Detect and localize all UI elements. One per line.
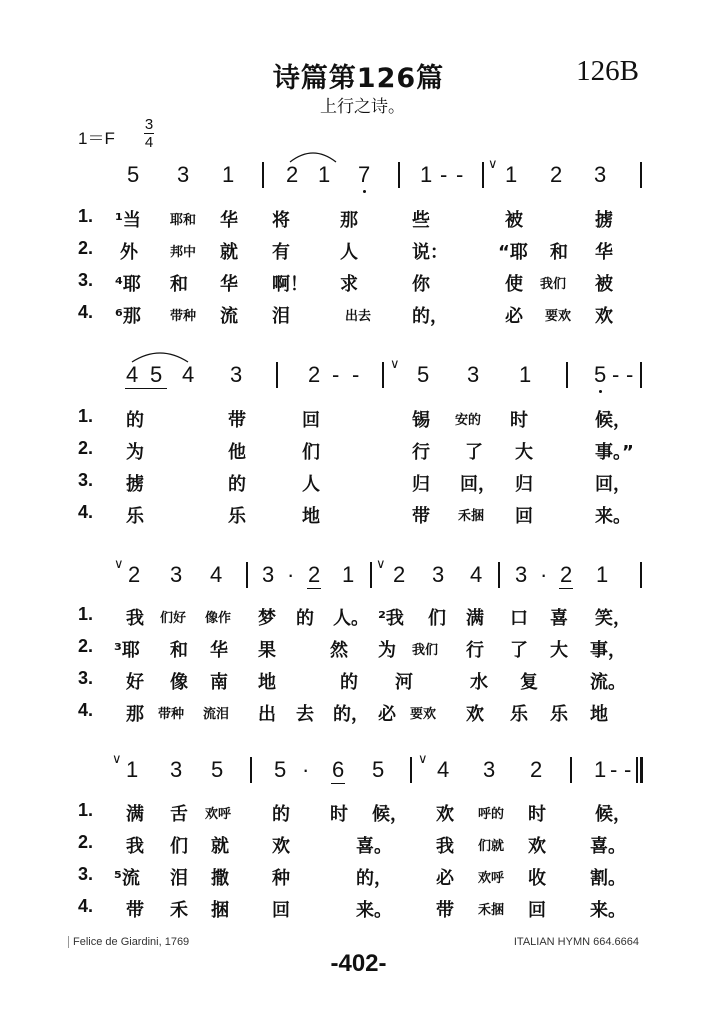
lyric-word: 人 (302, 474, 320, 495)
key-signature: 1＝F (78, 129, 115, 148)
verse-number: 2. (78, 832, 94, 852)
note: 4 (182, 362, 195, 387)
lyric-line-4-2 (0, 832, 717, 862)
low-octave-dot (363, 190, 366, 193)
note: 7 (358, 162, 371, 187)
lyric-word: 我们 (540, 277, 567, 292)
note: 4 (126, 362, 139, 387)
note: 5 (594, 362, 607, 387)
lyric-word: 们 (170, 836, 188, 857)
lyric-word: 欢 (528, 836, 546, 857)
note: 3 (230, 362, 243, 387)
lyric-line-1-2 (0, 238, 717, 268)
lyric-word: 乐 (510, 704, 528, 725)
lyric-word: 我 (126, 608, 144, 629)
lyric-word: ¹当 (115, 210, 141, 231)
verse-number: 4. (78, 502, 94, 522)
note: 3 (177, 162, 190, 187)
lyric-word: 的 (126, 410, 144, 431)
lyric-word: 然 (330, 640, 348, 661)
note: 2 (128, 562, 141, 587)
lyric-word: 河 (395, 672, 413, 693)
barline (250, 757, 252, 783)
lyric-word: 被 (595, 274, 613, 295)
lyric-line-3-2 (0, 636, 717, 666)
verse-number: 3. (78, 668, 94, 688)
lyric-word: 来。 (356, 900, 392, 921)
underline (125, 388, 167, 389)
lyric-word: 好 (126, 672, 144, 693)
lyric-word: 掳 (126, 474, 144, 495)
lyric-word: 禾捆 (458, 509, 485, 524)
note: 2 (286, 162, 299, 187)
lyric-word: 禾 (170, 900, 188, 921)
lyric-word: 的， (356, 868, 392, 889)
lyric-word: 满 (466, 608, 484, 629)
lyric-word: 归 (515, 474, 533, 495)
lyric-word: 为 (126, 442, 144, 463)
note: 3 (594, 162, 607, 187)
verse-number: 3. (78, 270, 94, 290)
lyric-line-2-4 (0, 502, 717, 532)
lyric-word: 禾捆 (478, 903, 505, 918)
lyric-word: 些 (412, 210, 430, 231)
lyric-word: 带种 (170, 309, 197, 324)
lyric-word: 来。 (595, 506, 631, 527)
lyric-word: 收 (528, 868, 546, 889)
lyric-word: 候， (595, 804, 631, 825)
lyric-word: 大 (550, 640, 568, 661)
barline (566, 362, 568, 388)
tune-name: ITALIAN HYMN 664.6664 (513, 936, 639, 948)
lyric-line-1-4 (0, 302, 717, 332)
lyric-word: 像作 (205, 611, 232, 626)
note: 1 (505, 162, 518, 187)
note: 5 (150, 362, 163, 387)
note: 1 (126, 757, 139, 782)
lyric-word: 来。 (590, 900, 626, 921)
breath-mark: ∨ (376, 556, 386, 571)
lyric-word: 就 (220, 242, 238, 263)
lyric-word: 割。 (590, 868, 626, 889)
note: 3 (262, 562, 275, 587)
note: 5 (372, 757, 385, 782)
lyric-word: 邦中 (170, 245, 197, 260)
barline (276, 362, 278, 388)
lyric-word: 求 (340, 274, 358, 295)
note: 2 (393, 562, 406, 587)
barline (570, 757, 572, 783)
note: - (624, 757, 632, 782)
note: 2 (308, 362, 321, 387)
lyric-word: 欢呼 (205, 807, 232, 822)
barline (498, 562, 500, 588)
lyric-word: ⁴耶 (115, 274, 141, 295)
note: 1 (222, 162, 235, 187)
underline (559, 588, 573, 589)
lyric-word: 人 (340, 242, 358, 263)
lyric-line-4-1 (0, 800, 717, 830)
lyric-word: 说： (412, 242, 448, 263)
hymn-number: 126B (576, 55, 639, 87)
barline (482, 162, 484, 188)
lyric-word: 带种 (158, 707, 185, 722)
lyric-line-4-3 (0, 864, 717, 894)
lyric-word: 和 (170, 640, 188, 661)
lyric-line-1-1 (0, 206, 717, 236)
lyric-word: 将 (272, 210, 290, 231)
lyric-word: 的 (340, 672, 358, 693)
lyric-word: 捆 (211, 900, 229, 921)
breath-mark: ∨ (418, 751, 428, 766)
lyric-word: 必 (505, 306, 523, 327)
low-octave-dot (599, 390, 602, 393)
lyric-word: 们就 (478, 839, 505, 854)
note: · (287, 562, 295, 587)
lyric-line-3-3 (0, 668, 717, 698)
note: 2 (560, 562, 573, 587)
lyric-word: 欢 (436, 804, 454, 825)
lyric-line-2-2 (0, 438, 717, 468)
verse-number: 1. (78, 604, 94, 624)
note: 4 (210, 562, 223, 587)
barline (398, 162, 400, 188)
barline (640, 362, 642, 388)
note: · (302, 757, 310, 782)
page-number: -402- (330, 950, 387, 977)
slur (130, 350, 190, 364)
lyric-word: 梦 (258, 608, 276, 629)
note: 3 (170, 757, 183, 782)
lyric-word: 和 (170, 274, 188, 295)
verse-number: 2. (78, 438, 94, 458)
lyric-word: 外 (120, 242, 138, 263)
note: 5 (417, 362, 430, 387)
lyric-word: 们 (428, 608, 446, 629)
lyric-word: 归 (412, 474, 430, 495)
lyric-word: 口 (510, 608, 528, 629)
lyric-word: 地 (258, 672, 276, 693)
lyric-word: 华 (210, 640, 228, 661)
lyric-line-2-1 (0, 406, 717, 436)
lyric-word: 时 (330, 804, 348, 825)
lyric-word: “耶 (498, 242, 528, 263)
lyric-word: 候， (595, 410, 631, 431)
lyric-word: 满 (126, 804, 144, 825)
lyric-line-3-4 (0, 700, 717, 730)
lyric-word: 行 (412, 442, 430, 463)
note: - (352, 362, 360, 387)
lyric-word: 要欢 (410, 707, 437, 722)
lyric-word: 回， (460, 474, 496, 495)
lyric-word: 带 (412, 506, 430, 527)
lyric-word: 耶和 (170, 213, 197, 228)
lyric-word: 啊！ (272, 274, 308, 295)
note: 1 (342, 562, 355, 587)
lyric-word: 事， (590, 640, 626, 661)
lyric-word: ⁵流 (114, 868, 140, 889)
lyric-word: 回 (302, 410, 320, 431)
time-signature (143, 116, 155, 151)
note: 3 (432, 562, 445, 587)
lyric-word: 华 (220, 210, 238, 231)
note: 3 (170, 562, 183, 587)
lyric-word: 的， (412, 306, 448, 327)
barline (640, 562, 642, 588)
note: 2 (308, 562, 321, 587)
lyric-word: 水 (470, 672, 488, 693)
note: 1 (519, 362, 532, 387)
note: 1 (594, 757, 607, 782)
lyric-word: 果 (258, 640, 276, 661)
composer-credit: Felice de Giardini, 1769 (68, 936, 189, 948)
lyric-word: 事。” (595, 442, 634, 463)
verse-number: 1. (78, 800, 94, 820)
note: - (440, 162, 448, 187)
lyric-word: 乐 (126, 506, 144, 527)
lyric-word: 必 (378, 704, 396, 725)
lyric-word: 了 (510, 640, 528, 661)
lyric-word: 的 (272, 804, 290, 825)
lyric-word: 笑， (595, 608, 631, 629)
verse-number: 2. (78, 238, 94, 258)
slur (288, 150, 338, 164)
lyric-line-2-3 (0, 470, 717, 500)
lyric-word: 那 (126, 704, 144, 725)
lyric-word: 行 (466, 640, 484, 661)
barline (246, 562, 248, 588)
lyric-word: 复 (520, 672, 538, 693)
note: 4 (470, 562, 483, 587)
lyric-word: 为 (378, 640, 396, 661)
lyric-word: 喜 (550, 608, 568, 629)
verse-number: 4. (78, 896, 94, 916)
lyric-word: 泪 (170, 868, 188, 889)
lyric-word: ⁶那 (115, 306, 141, 327)
note: - (626, 362, 634, 387)
note: 3 (467, 362, 480, 387)
lyric-word: 的 (296, 608, 314, 629)
notation-line (0, 562, 717, 592)
lyric-word: 喜。 (356, 836, 392, 857)
lyric-word: 欢呼 (478, 871, 505, 886)
barline (410, 757, 412, 783)
note: 2 (550, 162, 563, 187)
meter-bottom: 4 (144, 134, 154, 151)
lyric-word: 欢 (595, 306, 613, 327)
lyric-word: 被 (505, 210, 523, 231)
lyric-word: ³耶 (114, 640, 140, 661)
note: · (540, 562, 548, 587)
page-title: 诗篇第126篇 (272, 63, 445, 94)
verse-number: 1. (78, 206, 94, 226)
lyric-word: 撒 (211, 868, 229, 889)
underline (307, 588, 321, 589)
barline (640, 162, 642, 188)
lyric-word: 华 (595, 242, 613, 263)
verse-number: 3. (78, 470, 94, 490)
lyric-word: 的， (333, 704, 369, 725)
verse-number: 4. (78, 302, 94, 322)
final-barline (636, 757, 638, 783)
lyric-word: 人。 (333, 608, 369, 629)
lyric-word: 呼的 (478, 807, 505, 822)
lyric-word: 像 (170, 672, 188, 693)
final-barline-thick (640, 757, 643, 783)
lyric-word: 流。 (590, 672, 626, 693)
barline (370, 562, 372, 588)
lyric-word: 回 (515, 506, 533, 527)
lyric-word: 欢 (466, 704, 484, 725)
lyric-word: 要欢 (545, 309, 572, 324)
lyric-word: 出去 (345, 309, 372, 324)
note: 5 (127, 162, 140, 187)
lyric-word: 就 (211, 836, 229, 857)
lyric-word: 必 (436, 868, 454, 889)
note: 2 (530, 757, 543, 782)
lyric-word: 带 (228, 410, 246, 431)
lyric-word: 乐 (550, 704, 568, 725)
lyric-word: 我 (126, 836, 144, 857)
lyric-word: 流泪 (203, 707, 230, 722)
lyric-word: 他 (228, 442, 246, 463)
lyric-word: 流 (220, 306, 238, 327)
verse-number: 3. (78, 864, 94, 884)
lyric-word: 出 (258, 704, 276, 725)
lyric-word: 种 (272, 868, 290, 889)
lyric-word: 欢 (272, 836, 290, 857)
lyric-word: 泪 (272, 306, 290, 327)
lyric-word: 带 (126, 900, 144, 921)
lyric-word: 的 (228, 474, 246, 495)
barline (382, 362, 384, 388)
lyric-word: 华 (220, 274, 238, 295)
note: 3 (483, 757, 496, 782)
lyric-word: 和 (550, 242, 568, 263)
lyric-word: 锡 (412, 410, 430, 431)
note: 4 (437, 757, 450, 782)
breath-mark: ∨ (112, 751, 122, 766)
note: 3 (515, 562, 528, 587)
lyric-line-3-1 (0, 604, 717, 634)
lyric-word: 南 (210, 672, 228, 693)
lyric-word: 地 (590, 704, 608, 725)
breath-mark: ∨ (390, 356, 400, 371)
verse-number: 4. (78, 700, 94, 720)
notation-line (0, 757, 717, 787)
verse-number: 1. (78, 406, 94, 426)
note: 5 (274, 757, 287, 782)
lyric-word: 使 (505, 274, 523, 295)
lyric-word: 去 (296, 704, 314, 725)
note: - (456, 162, 464, 187)
note: 1 (596, 562, 609, 587)
lyric-word: 安的 (455, 413, 482, 428)
lyric-word: 回 (272, 900, 290, 921)
notation-line (0, 162, 717, 192)
lyric-word: 乐 (228, 506, 246, 527)
lyric-word: 我 (436, 836, 454, 857)
note: 1 (318, 162, 331, 187)
notation-line (0, 362, 717, 392)
breath-mark: ∨ (114, 556, 124, 571)
lyric-word: 回， (595, 474, 631, 495)
lyric-line-4-4 (0, 896, 717, 926)
note: - (332, 362, 340, 387)
lyric-word: 我们 (412, 643, 439, 658)
lyric-word: 了 (465, 442, 483, 463)
lyric-word: ²我 (378, 608, 404, 629)
breath-mark: ∨ (488, 156, 498, 171)
lyric-word: 大 (515, 442, 533, 463)
lyric-word: 时 (510, 410, 528, 431)
lyric-word: 回 (528, 900, 546, 921)
meter-top: 3 (144, 116, 154, 133)
lyric-word: 们好 (160, 611, 187, 626)
lyric-word: 带 (436, 900, 454, 921)
lyric-line-1-3 (0, 270, 717, 300)
note: 6 (332, 757, 345, 782)
lyric-word: 那 (340, 210, 358, 231)
lyric-word: 有 (272, 242, 290, 263)
note: - (610, 757, 618, 782)
note: - (612, 362, 620, 387)
lyric-word: 喜。 (590, 836, 626, 857)
lyric-word: 时 (528, 804, 546, 825)
barline (262, 162, 264, 188)
lyric-word: 掳 (595, 210, 613, 231)
note: 1 (420, 162, 433, 187)
lyric-word: 地 (302, 506, 320, 527)
lyric-word: 舌 (170, 804, 188, 825)
verse-number: 2. (78, 636, 94, 656)
subtitle: 上行之诗。 (320, 97, 405, 117)
lyric-word: 候， (372, 804, 408, 825)
underline (331, 783, 345, 784)
lyric-word: 们 (302, 442, 320, 463)
lyric-word: 你 (412, 274, 430, 295)
note: 5 (211, 757, 224, 782)
